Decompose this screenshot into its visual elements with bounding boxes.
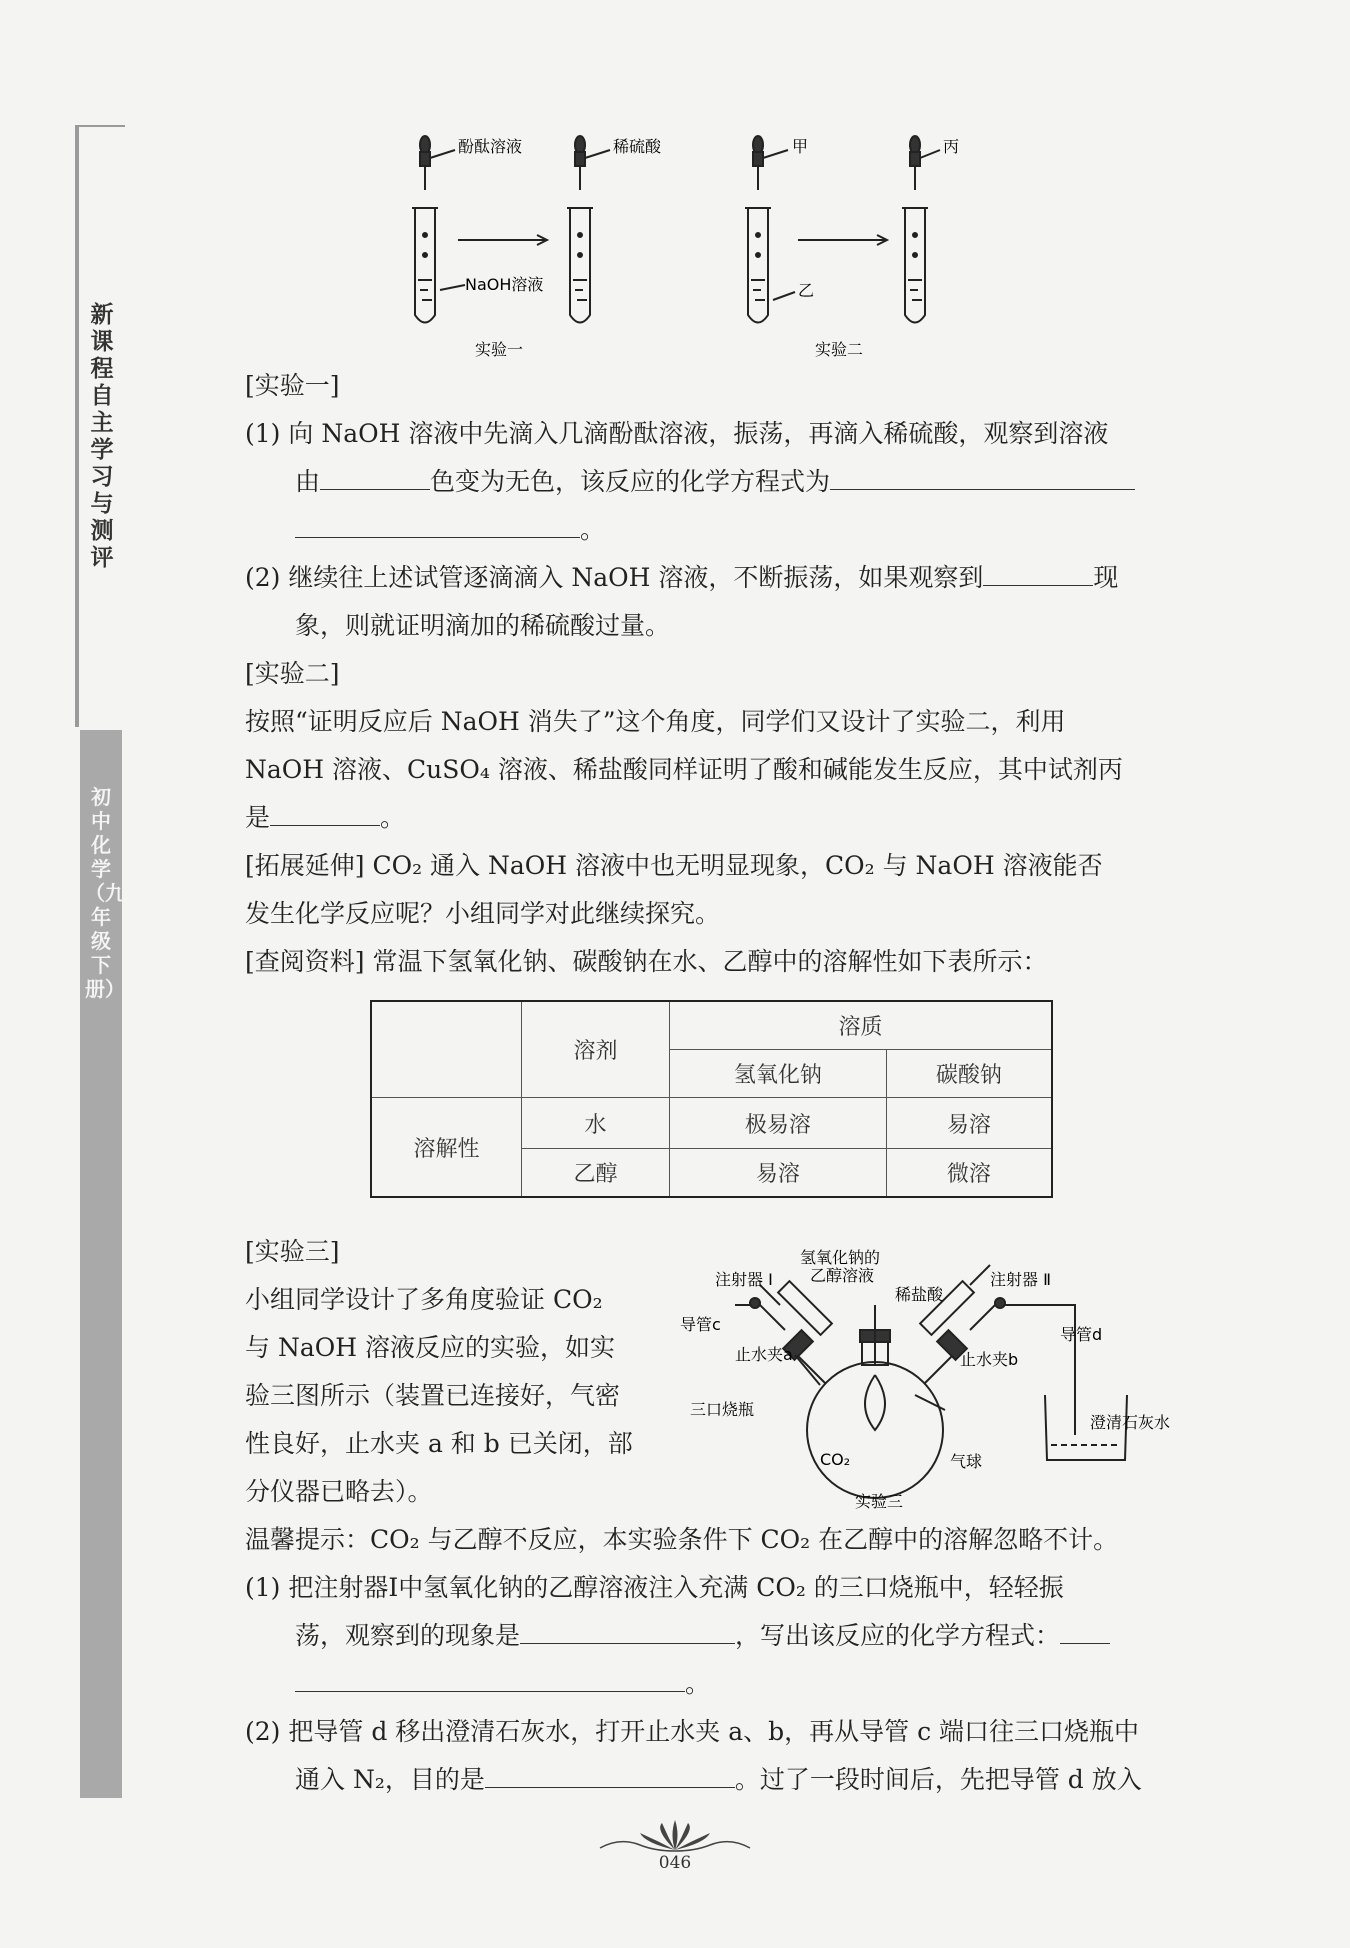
exp3-text-line: 小组同学设计了多角度验证 CO₂ — [245, 1285, 603, 1314]
label-clip-a: 止水夹a — [735, 1345, 793, 1364]
label-dilute-hcl: 稀盐酸 — [895, 1285, 944, 1304]
label-balloon: 气球 — [950, 1452, 983, 1471]
exp1-q1-line2: 由 色变为无色，该反应的化学方程式为 — [245, 458, 1185, 506]
sidebar-book — [80, 730, 125, 1798]
label-syringe-1: 注射器 Ⅰ — [715, 1270, 773, 1289]
label-naoh-ethanol-2: 乙醇溶液 — [810, 1266, 875, 1285]
exp3-q2: (2) 把导管 d 移出澄清石灰水，打开止水夹 a、b，再从导管 c 端口往三口烧瓶中 — [245, 1717, 1140, 1746]
page-number: 046 — [658, 1853, 692, 1873]
exp3-text-line: 与 NaOH 溶液反应的实验，如实 — [245, 1333, 615, 1362]
exp3-intro — [245, 1228, 665, 1516]
table-cell: 易溶 — [886, 1098, 1052, 1149]
exp2-line3: 是 。 — [245, 794, 1185, 842]
table-cell: 乙醇 — [522, 1148, 670, 1197]
label-tube-d: 导管d — [1060, 1325, 1103, 1344]
answer-blank[interactable] — [320, 459, 430, 490]
label-naoh-solution: NaOH溶液 — [465, 275, 544, 294]
exp3-q1: (1) 把注射器Ⅰ中氢氧化钠的乙醇溶液注入充满 CO₂ 的三口烧瓶中，轻轻振 — [245, 1573, 1064, 1602]
caption-experiment-3: 实验三 — [855, 1492, 904, 1510]
page-footer — [0, 1815, 1350, 1873]
exp3-heading: [实验三] — [245, 1237, 340, 1266]
table-corner — [371, 1001, 522, 1098]
lookup-line: [查阅资料] 常温下氢氧化钠、碳酸钠在水、乙醇中的溶解性如下表所示： — [245, 947, 1048, 976]
table-header-na2co3: 碳酸钠 — [886, 1049, 1052, 1097]
exp2-heading: [实验二] — [245, 659, 340, 688]
caption-experiment-2: 实验二 — [815, 340, 864, 359]
extend-line2: 发生化学反应呢？小组同学对此继续探究。 — [245, 899, 721, 928]
balloon-icon — [865, 1305, 885, 1430]
exp1-q1-line3: 。 — [245, 506, 1185, 554]
exp3-q2-line2: 通入 N₂，目的是 。过了一段时间后，先把导管 d 放入 — [245, 1756, 1185, 1804]
answer-blank[interactable] — [295, 1661, 685, 1692]
dropper-icon — [420, 136, 430, 190]
test-tube-icon — [567, 208, 593, 323]
exp3-q1-line2: 荡，观察到的现象是 ，写出该反应的化学方程式： — [245, 1612, 1185, 1660]
label-limewater: 澄清石灰水 — [1090, 1413, 1171, 1432]
syringe-1-icon — [760, 1281, 832, 1335]
exp2-line2: NaOH 溶液、CuSO₄ 溶液、稀盐酸同样证明了酸和碱能发生反应，其中试剂丙 — [245, 755, 1123, 784]
label-clip-b: 止水夹b — [960, 1350, 1019, 1369]
answer-blank[interactable] — [1060, 1613, 1110, 1644]
exp1-heading: [实验一] — [245, 371, 340, 400]
label-yi: 乙 — [798, 281, 815, 300]
sidebar-series — [75, 125, 125, 727]
solubility-table — [370, 1000, 1053, 1198]
label-jia: 甲 — [792, 137, 809, 156]
table-cell: 极易溶 — [670, 1098, 887, 1149]
label-syringe-2: 注射器 Ⅱ — [990, 1270, 1051, 1289]
answer-blank[interactable] — [520, 1613, 735, 1644]
main-text-lower — [245, 1516, 1185, 1804]
answer-blank[interactable] — [830, 459, 1135, 490]
exp2-line1: 按照“证明反应后 NaOH 消失了”这个角度，同学们又设计了实验二，利用 — [245, 707, 1066, 736]
label-naoh-ethanol-1: 氢氧化钠的 — [800, 1248, 881, 1267]
table-cell: 易溶 — [670, 1148, 887, 1197]
exp1-q2-line2: 象，则就证明滴加的稀硫酸过量。 — [295, 611, 671, 640]
label-tube-c: 导管c — [680, 1315, 721, 1334]
dropper-icon — [910, 136, 920, 190]
table-cell: 水 — [522, 1098, 670, 1149]
exp1-q1: (1) 向 NaOH 溶液中先滴入几滴酚酞溶液，振荡，再滴入稀硫酸，观察到溶液 — [245, 419, 1109, 448]
experiment-3-figure — [675, 1245, 1195, 1510]
table-cell: 微溶 — [886, 1148, 1052, 1197]
table-header-solute: 溶质 — [670, 1001, 1053, 1049]
label-phenolphthalein: 酚酞溶液 — [458, 137, 523, 156]
test-tube-icon — [745, 208, 771, 323]
table-header-naoh: 氢氧化钠 — [670, 1049, 887, 1097]
exp3-tip: 温馨提示：CO₂ 与乙醇不反应，本实验条件下 CO₂ 在乙醇中的溶解忽略不计。 — [245, 1525, 1119, 1554]
caption-experiment-1: 实验一 — [475, 340, 524, 359]
answer-blank[interactable] — [983, 555, 1093, 586]
label-co2: CO₂ — [820, 1450, 851, 1469]
test-tube-icon — [412, 208, 438, 323]
label-three-neck-flask: 三口烧瓶 — [690, 1400, 755, 1419]
exp3-text-line: 分仪器已略去）。 — [245, 1477, 433, 1506]
exp1-q2: (2) 继续往上述试管逐滴滴入 NaOH 溶液，不断振荡，如果观察到 现 — [245, 554, 1185, 602]
table-header-solvent: 溶剂 — [522, 1001, 670, 1098]
label-bing: 丙 — [943, 137, 960, 156]
dropper-icon — [575, 136, 585, 190]
answer-blank[interactable] — [485, 1757, 735, 1788]
table-row — [371, 1098, 1052, 1149]
exp3-text-line: 性良好，止水夹 a 和 b 已关闭，部 — [245, 1429, 633, 1458]
experiment-1-2-figure — [380, 130, 1020, 365]
book-title: 初中化学（九年级下册） — [85, 785, 125, 1001]
exp3-q1-line3: 。 — [245, 1660, 1185, 1708]
answer-blank[interactable] — [270, 795, 380, 826]
extend-line1: [拓展延伸] CO₂ 通入 NaOH 溶液中也无明显现象，CO₂ 与 NaOH 溶液能否 — [245, 851, 1103, 880]
series-title: 新课程自主学习与测评 — [90, 302, 114, 571]
answer-blank[interactable] — [295, 507, 580, 538]
test-tube-icon — [902, 208, 928, 323]
table-header-solubility: 溶解性 — [371, 1098, 522, 1197]
main-text-upper — [245, 362, 1185, 986]
dropper-icon — [753, 136, 763, 190]
floral-ornament-icon — [590, 1815, 760, 1855]
label-dilute-sulfuric-acid: 稀硫酸 — [613, 137, 662, 156]
exp3-text-line: 验三图所示（装置已连接好，气密 — [245, 1381, 621, 1410]
